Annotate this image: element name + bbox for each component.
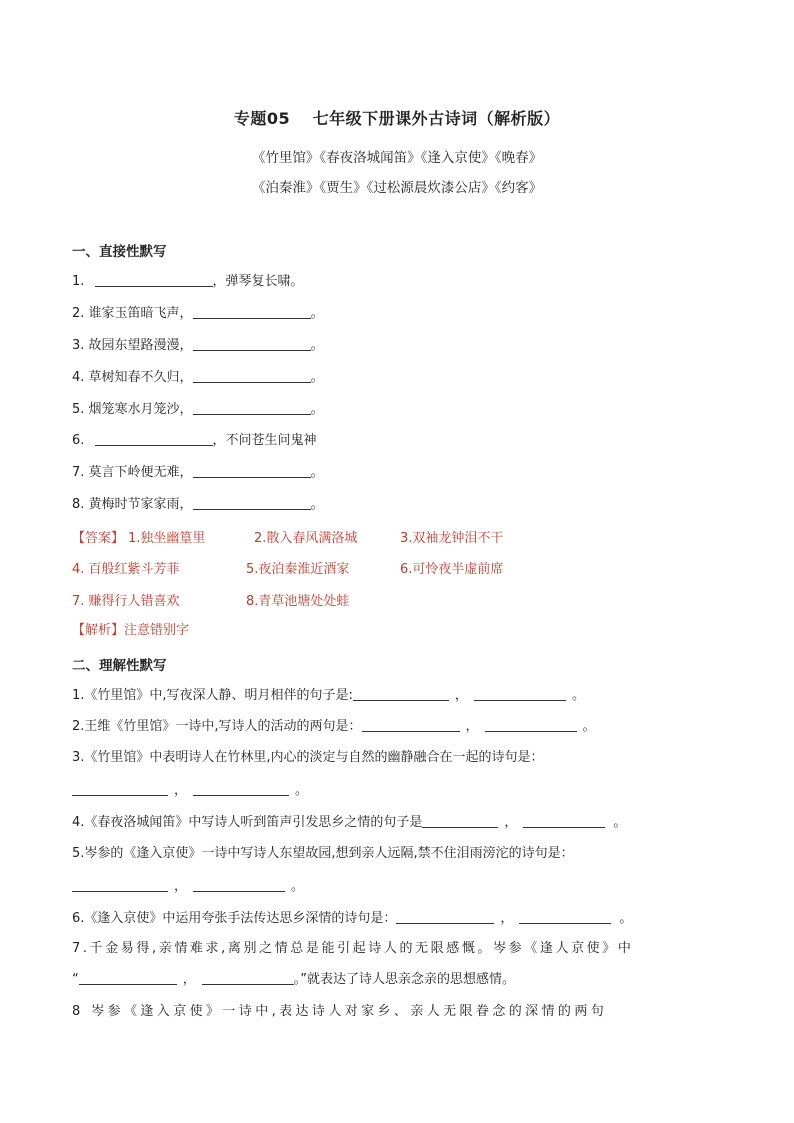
question-text: 。”就表达了诗人思亲念亲的思想感情。 <box>293 972 516 987</box>
question-text: ，弹琴复长啸。 <box>212 274 304 289</box>
question-text: 谁家玉笛暗飞声， <box>88 306 193 321</box>
question-item <box>72 304 324 323</box>
question-text: 草树知春不久归， <box>88 370 193 385</box>
answer-item: 1.独坐幽篁里 <box>128 531 206 546</box>
punctuation: ， <box>504 815 518 830</box>
question-item <box>72 400 324 419</box>
punctuation: 。 <box>619 911 633 926</box>
question-text: 。 <box>310 465 324 480</box>
punctuation: 。 <box>613 815 627 830</box>
question-item <box>72 749 544 767</box>
answer-row <box>72 558 732 576</box>
question-text: 5.岑参的《逢入京使》一诗中写诗人东望故园,想到亲人远隔,禁不住泪雨滂沱的诗句是： <box>72 846 574 861</box>
answer-blank[interactable] <box>193 400 311 415</box>
section-heading-direct-dictation: 一、直接性默写 <box>72 244 167 260</box>
question-text: 3.《竹里馆》中表明诗人在竹林里,内心的淡定与自然的幽静融合在一起的诗句是： <box>72 750 544 765</box>
answer-label: 【答案】 <box>72 531 125 546</box>
subtitle-line-1: 《竹里馆》《春夜洛城闻笛》《逢入京使》《晚春》 <box>251 150 543 166</box>
answer-blank[interactable] <box>95 272 213 287</box>
subtitle-line-2: 《泊秦淮》《贾生》《过松源晨炊漆公店》《约客》 <box>251 180 543 196</box>
analysis-row <box>72 622 189 640</box>
answer-line <box>72 970 515 989</box>
question-text: 。 <box>310 497 324 512</box>
answer-blank[interactable] <box>193 463 311 478</box>
punctuation: 。 <box>295 783 309 798</box>
answer-blank[interactable] <box>474 686 566 701</box>
section-heading-comprehension-dictation: 二、理解性默写 <box>72 658 167 674</box>
punctuation: ， <box>465 719 479 734</box>
question-item <box>72 368 324 387</box>
question-item <box>72 845 574 863</box>
question-text: 。 <box>310 338 324 353</box>
answer-blank[interactable] <box>193 781 289 796</box>
question-item <box>72 1003 722 1021</box>
question-text: 。 <box>310 402 324 417</box>
question-item <box>72 717 596 736</box>
analysis-label: 【解析】 <box>72 623 125 638</box>
question-number: 4. <box>72 370 85 385</box>
answer-item: 6.可怜夜半虚前席 <box>400 562 504 577</box>
question-number: 8. <box>72 497 85 512</box>
answer-blank[interactable] <box>519 909 611 924</box>
answer-blank[interactable] <box>202 970 294 985</box>
answer-row <box>72 527 732 545</box>
question-item <box>72 272 304 291</box>
punctuation: ， <box>174 879 188 894</box>
punctuation: ， <box>174 783 188 798</box>
answer-blank[interactable] <box>422 813 498 828</box>
question-item <box>72 813 626 832</box>
answer-item: 8.青草池塘处处蛙 <box>246 594 350 609</box>
question-text: 2.王维《竹里馆》一诗中,写诗人的活动的两句是： <box>72 719 362 734</box>
answer-blank[interactable] <box>72 781 168 796</box>
answer-blank[interactable] <box>193 368 311 383</box>
question-item <box>72 495 324 514</box>
question-number: 3. <box>72 338 85 353</box>
question-item <box>72 940 722 958</box>
answer-blank[interactable] <box>193 304 311 319</box>
question-item <box>72 431 317 450</box>
answer-blank[interactable] <box>79 970 177 985</box>
answer-item: 4. 百般红紫斗芳菲 <box>72 562 180 577</box>
question-number: 5. <box>72 402 85 417</box>
answer-line <box>72 877 304 896</box>
question-number: 7. <box>72 465 85 480</box>
answer-row <box>72 590 732 608</box>
question-text: 故园东望路漫漫， <box>88 338 193 353</box>
answer-blank[interactable] <box>396 909 494 924</box>
question-text: 8 岑参《逢入京使》一诗中,表达诗人对家乡、亲人无限眷念的深情的两句 <box>72 1004 608 1019</box>
page-title: 专题05 七年级下册课外古诗词（解析版） <box>233 109 561 128</box>
question-text: 黄梅时节家家雨， <box>88 497 193 512</box>
question-item <box>72 686 585 705</box>
question-number: 1. <box>72 274 85 289</box>
answer-item: 7. 赚得行人错喜欢 <box>72 594 180 609</box>
answer-blank[interactable] <box>485 717 577 732</box>
answer-blank[interactable] <box>95 431 213 446</box>
question-number: 6. <box>72 433 85 448</box>
answer-blank[interactable] <box>523 813 605 828</box>
answer-blank[interactable] <box>362 717 460 732</box>
answer-item: 3.双袖龙钟泪不干 <box>400 531 504 546</box>
answer-item: 5.夜泊秦淮近酒家 <box>246 562 350 577</box>
answer-blank[interactable] <box>72 877 168 892</box>
question-item <box>72 909 632 928</box>
question-text: 4.《春夜洛城闻笛》中写诗人听到笛声引发思乡之情的句子是 <box>72 815 423 830</box>
analysis-text: 注意错别字 <box>124 623 190 638</box>
question-text: 。 <box>310 370 324 385</box>
answer-item: 2.散入春风满洛城 <box>254 531 358 546</box>
punctuation: 。 <box>571 688 585 703</box>
question-text: 1.《竹里馆》中,写夜深人静、明月相伴的句子是: <box>72 688 353 703</box>
answer-blank[interactable] <box>193 336 311 351</box>
question-number: 2. <box>72 306 85 321</box>
punctuation: 。 <box>582 719 596 734</box>
question-item <box>72 336 324 355</box>
question-text: 7.千金易得,亲情难求,离别之情总是能引起诗人的无限感慨。岑参《逢人京使》中 <box>72 941 634 956</box>
punctuation: ， <box>182 972 196 987</box>
punctuation: ， <box>500 911 514 926</box>
question-text: 莫言下岭便无难， <box>88 465 193 480</box>
question-text: 。 <box>310 306 324 321</box>
question-text: ，不问苍生问鬼神 <box>212 433 317 448</box>
question-text: 烟笼寒水月笼沙， <box>88 402 193 417</box>
punctuation: 。 <box>291 879 305 894</box>
answer-blank[interactable] <box>193 877 285 892</box>
punctuation: “ <box>72 972 79 987</box>
answer-blank[interactable] <box>353 686 449 701</box>
punctuation: ， <box>454 688 468 703</box>
answer-blank[interactable] <box>193 495 311 510</box>
answer-line <box>72 781 308 800</box>
question-text: 6.《逢入京使》中运用夸张手法传达思乡深情的诗句是： <box>72 911 397 926</box>
question-item <box>72 463 324 482</box>
